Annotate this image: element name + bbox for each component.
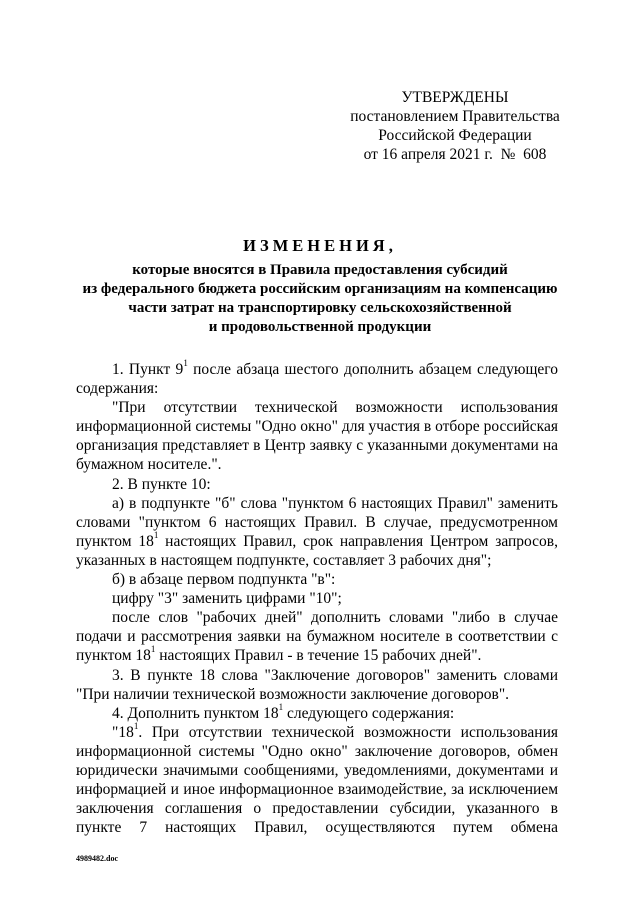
paragraph-item-2a: а) в подпункте "б" слова "пунктом 6 настоящих Правил" заменить словами "пунктом 6 настоящих Правил. В случае, предусмотренном пунктом $18^1$ настоящих Правил, срок направления Центром запросов, указанных в настоящем подпункте, составляет 3 рабочих дня"; (76, 494, 559, 569)
paragraph-quote-18-1: "$18^1$. При отсутствии технической возможности использования информационной системы "Одно окно" заключение договоров, обмен юридически значимыми сообщениями, уведомлениями, документами и информацией и иное информационное взаимодействие, за исключением заключения соглашения о предоставлении субсидии, указанного в пункте 7 настоящих Правил, осуществляются путем обмена (76, 720, 558, 837)
document-subtitle (60, 261, 580, 337)
subtitle-line: из федерального бюджета российским организациям на компенсацию (82, 281, 558, 297)
approval-date: от 16 апреля 2021 г. № 608 (363, 146, 547, 163)
paragraph-item-2: 2. В пункте 10: (112, 475, 211, 493)
approval-heading: УТВЕРЖДЕНЫ (401, 89, 509, 106)
subtitle-line: и продовольственной продукции (208, 319, 432, 335)
paragraph-item-2b-2: после слов "рабочих дней" дополнить словами "либо в случае подачи и рассмотрения заявки на бумажном носителе в соответствии с пунктом $18^1$ настоящих Правил - в течение 15 рабочих дней". (76, 609, 558, 665)
paragraph-item-4: 4. Дополнить пунктом $18^1$ следующего содержания: (112, 701, 455, 722)
file-name-footer: 4989482.doc (76, 854, 118, 863)
paragraph-item-1: 1. Пункт $9^1$ после абзаца шестого дополнить абзацем следующего содержания: (76, 357, 558, 398)
paragraph-item-2b-1: цифру "3" заменить цифрами "10"; (112, 590, 342, 608)
paragraph-item-2b: б) в абзаце первом подпункта "в": (112, 571, 336, 589)
document-title: ИЗМЕНЕНИЯ, (243, 236, 397, 255)
document-body (76, 357, 559, 837)
paragraph-quote-1: "При отсутствии технической возможности использования информационной системы "Одно окно" для участия в отборе российская организация представляет в Центр заявку с указанными документами на бумажном носителе.". (76, 399, 558, 474)
subtitle-line: которые вносятся в Правила предоставления субсидий (132, 262, 508, 278)
approval-line: Российской Федерации (378, 127, 532, 144)
subtitle-line: части затрат на транспортировку сельскохозяйственной (128, 300, 512, 316)
approval-stamp (330, 88, 580, 164)
approval-line: постановлением Правительства (350, 108, 560, 125)
paragraph-item-3: 3. В пункте 18 слова "Заключение договоров" заменить словами "При наличии технической возможности заключение договоров". (76, 666, 558, 703)
